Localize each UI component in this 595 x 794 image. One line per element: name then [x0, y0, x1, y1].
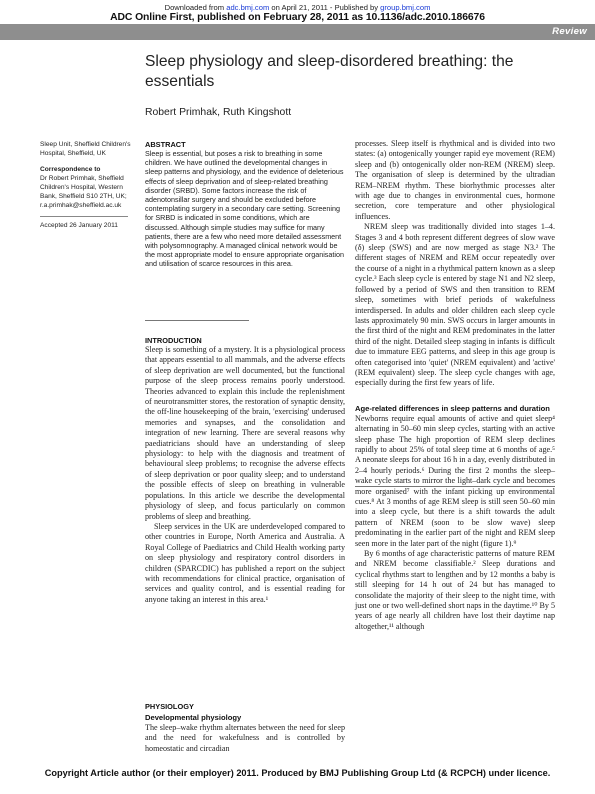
introduction-section	[145, 336, 345, 605]
accepted-date: Accepted 26 January 2011	[40, 222, 118, 229]
introduction-heading: INTRODUCTION	[145, 336, 202, 345]
introduction-body	[145, 345, 345, 605]
col2-paragraph-1: processes. Sleep itself is rhythmical and is divided into two states: (a) ontogenically younger rapid eye movement (REM) sleep and (b) ontogenically older non-REM (NREM) sleep. The organisation of sleep is determined by the ultradian REM–NREM rhythm. These biorhythmic processes alter with age due to changes in environmental cues, hormone secretion, core temperature and other physiological influences.	[355, 139, 555, 221]
copyright-footer: Copyright Article author (or their employer) 2011. Produced by BMJ Publishing Group Ltd (& RCPCH) under licence.	[44, 768, 551, 778]
group-link[interactable]: group.bmj.com	[380, 3, 431, 12]
sleep-states-body	[355, 139, 555, 389]
age-differences-body	[355, 414, 555, 633]
correspondence	[40, 165, 140, 210]
abstract	[145, 140, 345, 269]
section-banner	[0, 24, 595, 40]
abstract-divider	[145, 320, 249, 321]
developmental-physiology-heading: Developmental physiology	[145, 713, 242, 722]
abstract-heading: ABSTRACT	[145, 140, 186, 149]
col2-paragraph-4: By 6 months of age characteristic patterns of mature REM and NREM become classifiable.² Sleep durations and cyclical rhythms start to lengthen and by 12 months a baby is still sleeping for 14 h out of 24 but has managed to consolidate the majority of their sleep to the night time, with just one or two well-defined short naps in the daytime.¹⁰ By 5 years of age nearly all children have lost their daytime nap altogether,¹¹ although	[355, 549, 555, 631]
introduction-paragraph-1: Sleep is something of a mystery. It is a physiological process that appears essential to all mammals, and the adverse effects of sleep deprivation are well documented, but the functional purpose of the sleep process remains poorly understood. Theories advanced to explain this include the replenishment of neurotransmitter stores, the restoration of synaptic density, the off-line housekeeping of the brain, 'exercising' underused memories and synapses, and the consolidation and integration of new learning. There are several reasons why paediatricians should have an understanding of sleep physiology: to help with the diagnosis and treatment of behavioural sleep problems; to recognise the adverse effects of sleep deprivation or poor quality sleep; and to understand the possible effects of sleep on breathing in vulnerable populations. In this article we describe the developmental physiology of sleep, and focus particularly on common problems of sleep and breathing.	[145, 345, 345, 521]
physiology-heading: PHYSIOLOGY	[145, 702, 194, 711]
section-divider	[355, 486, 555, 487]
article-authors: Robert Primhak, Ruth Kingshott	[145, 107, 292, 118]
age-differences-heading: Age-related differences in sleep patterns and duration	[355, 403, 550, 413]
physiology-body	[145, 723, 345, 754]
article-title: Sleep physiology and sleep-disordered breathing: the essentials	[145, 53, 514, 90]
col2-paragraph-3: Newborns require equal amounts of active and quiet sleep⁴ alternating in 50–60 min sleep cycles, starting with an active sleep phase The high proportion of REM sleep declines rapidly to about 25% of total sleep time at 6 months of age.⁵ A neonate sleeps for about 16 h in a day, evenly distributed in 2–4 hourly periods.⁶ During the first 2 months the sleep–wake cycle starts to mirror the light–dark cycle and becomes more organised⁷ with the infant picking up environmental cues.⁸ At 3 months of age REM sleep is still seen 50–60 min into a sleep cycle, but there is a shift towards the adult pattern of NREM (soon to be slow wave) sleep predominating in the earlier part of the night and REM sleep seen more in the later part of the night (figure 1).⁹	[355, 413, 555, 548]
physiology-section	[145, 702, 345, 754]
publication-line: ADC Online First, published on February 28, 2011 as 10.1136/adc.2010.186676	[110, 12, 485, 23]
abstract-text: Sleep is essential, but poses a risk to breathing in some children. We have outlined the developmental changes in sleep patterns and physiology, and the evidence of deleterious effects of sleep deprivation and of sleep-related breathing disorder (SRBD). Some factors increase the risk of adenotonsillar surgery and should be excluded before contemplating surgery in a secondary care setting. Screening for SRBD is indicated in some conditions, which are discussed. Although simple studies may suffice for many patients, there are a few who need more detailed assessment with polysomnography. A managed clinical network would be the most appropriate model to ensure appropriate organisation and utilisation of scarce resources in this area.	[145, 149, 344, 269]
download-line: Downloaded from adc.bmj.com on April 21, 2011 - Published by group.bmj.com	[164, 3, 431, 12]
introduction-paragraph-2: Sleep services in the UK are underdeveloped compared to other countries in Europe, North America and Australia. A Royal College of Paediatrics and Child Health working party on sleep physiology and respiratory control disorders in children (SPARCDIC) has published a report on the subject with recommendations for clinical practice, organisation of services and quality control, and is essential reading for anyone taking an interest in this area.¹	[145, 521, 345, 604]
column-2-text	[355, 139, 555, 632]
correspondence-label: Correspondence to	[40, 166, 101, 173]
adc-link[interactable]: adc.bmj.com	[226, 3, 270, 12]
col2-paragraph-2: NREM sleep was traditionally divided into stages 1–4. Stages 3 and 4 both represent different degrees of slow wave (δ) sleep (SWS) and are now merged as stage N3.² The different stages of NREM and REM occur repeatedly over the course of a night in a rhythmical pattern known as a sleep cycle.³ Each sleep cycle is entered by stage N1 and N2 sleep, followed by a period of SWS and then transition to REM sleep, sometimes with brief periods of wakefulness interdispersed. In adults and older children each sleep cycle lasts approximately 90 min. SWS occurs in larger amounts in the first third of the night and REM predominates in the latter third of the night. Detailed sleep staging in infants is difficult due to immature EEG patterns, and sleep in this age group is often categorised into 'quiet' (NREM equivalent) and 'active' (REM equivalent) sleep. The sleep cycle changes with age, especially during the first few years of life.	[355, 222, 555, 388]
correspondence-text: Dr Robert Primhak, Sheffield Children's Hospital, Western Bank, Sheffield S10 2TH, UK; r.a.primhak@sheffield.ac.uk	[40, 175, 127, 209]
section-tag: Review	[552, 26, 587, 37]
physiology-paragraph-1: The sleep–wake rhythm alternates between the need for sleep and the need for wakefulness and is controlled by homeostatic and circadian	[145, 723, 345, 753]
affiliation: Sleep Unit, Sheffield Children's Hospital, Sheffield, UK	[40, 141, 131, 157]
sidebar-divider	[40, 216, 128, 217]
